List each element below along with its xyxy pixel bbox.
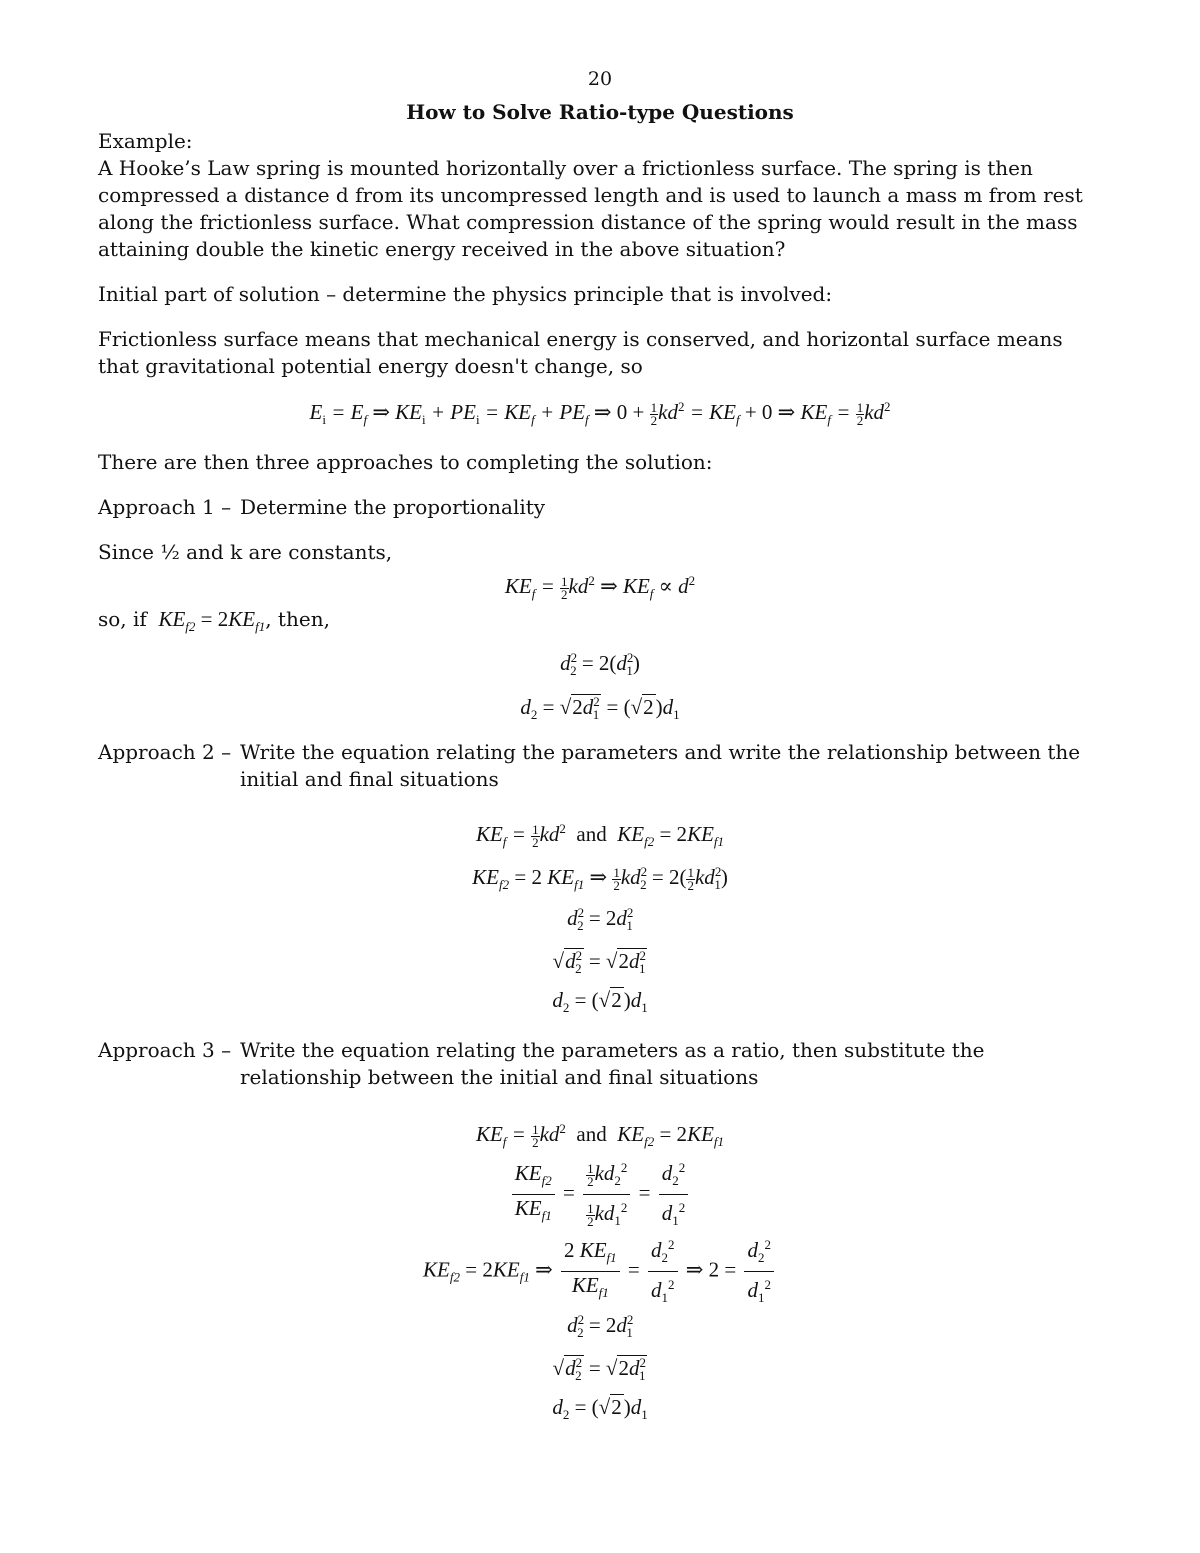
- approach-2-step-2: $KE_{f2} = 2$ $KE_{f1}$ ⇒ $\frac{1}{2}$ $kd^2_2 = 2$( $\frac{1}{2}$ $kd^2_1$): [472, 864, 728, 893]
- approach-1-step-2: $d_2 = √2d^2_1 = (√2)d_1$: [520, 694, 680, 723]
- approach-1-text: Determine the proportionality: [240, 495, 546, 519]
- approach-3-step-3: $KE_{f2} = 2KE_{f1}$ ⇒ $\frac{2 KE_{f1}}{KE_{f1}}$ = $\frac{d_2^2}{d_1^2}$ ⇒ 2 = $\frac{d_2^2}{d_1^2}$: [0, 1232, 1200, 1311]
- approach-2-step-4: $√d^2_2 = √2d^2_1$: [552, 948, 646, 977]
- three-approaches-text: There are then three approaches to completing the solution:: [98, 450, 713, 474]
- initial-part-text: Initial part of solution – determine the physics principle that is involved:: [98, 282, 833, 306]
- so-if-prefix: so, if: [98, 607, 147, 631]
- approach-3-step-4: $d^2_2 = 2d^2_1$: [567, 1312, 634, 1341]
- example-label: Example:: [98, 129, 193, 153]
- energy-conservation-equation: $E_i = E_f$ ⇒ $KE_i + PE_i = KE_f + PE_f$ ⇒ 0 + $\frac{1}{2}$ $kd^2 = KE_f + 0$ ⇒ $KE_f$ = $\frac{1}{2}$ $kd^2$: [309, 399, 891, 428]
- and-word: and: [576, 1122, 607, 1146]
- approach-2-label: Approach 2 –: [98, 740, 232, 764]
- approach-2-step-5: $d_2 = (√2)d_1$: [552, 988, 648, 1016]
- approach-1-step-1: $d^2_2 = 2(d^2_1)$: [560, 650, 640, 679]
- approach-1-since: Since ½ and k are constants,: [98, 540, 393, 564]
- approach-3-step-1: $KE_f$ = $\frac{1}{2}$ $kd^2$ and $KE_{f2} = 2KE_{f1}$: [475, 1121, 725, 1150]
- problem-statement: A Hooke’s Law spring is mounted horizontally over a frictionless surface. The spring is then compressed a distance d from its uncompressed length and is used to launch a mass m from rest along the frictionless surface. What compression distance of the spring would result in the mass attaining double the kinetic energy received in the above situation?: [98, 156, 1083, 261]
- approach-2-text: Write the equation relating the parameters and write the relationship between the initial and final situations: [240, 740, 1081, 791]
- approach-1-proportionality-equation: $KE_f$ = $\frac{1}{2}$ $kd^2$ ⇒ $KE_f \propto d^2$: [504, 573, 696, 602]
- approach-2-step-1: $KE_f$ = $\frac{1}{2}$ $kd^2$ and $KE_{f2} = 2KE_{f1}$: [475, 821, 725, 850]
- approach-2-step-3: $d^2_2 = 2d^2_1$: [567, 905, 634, 934]
- approach-3-text: Write the equation relating the parameters as a ratio, then substitute the relationship between the initial and final situations: [240, 1038, 985, 1089]
- approach-1-so-if: [98, 606, 1108, 640]
- approach-3-step-6: $d_2 = (√2)d_1$: [552, 1395, 648, 1423]
- frictionless-text: Frictionless surface means that mechanical energy is conserved, and horizontal surface means that gravitational potential energy doesn't change, so: [98, 327, 1063, 378]
- page-title: How to Solve Ratio-type Questions: [406, 100, 794, 124]
- approach-1-label: Approach 1 –: [98, 495, 232, 519]
- approach-3-step-5: $√d^2_2 = √2d^2_1$: [552, 1355, 646, 1384]
- so-if-suffix: , then,: [265, 607, 330, 631]
- page-number: 20: [587, 68, 613, 90]
- approach-3-step-2: $\frac{KE_{f2}}{KE_{f1}}$ = $\frac{1}{2}$ $kd_2^2$ $\frac{1}{2}$ $kd_1^2$ = $\frac{d_2^2}{d_1^2}$: [0, 1155, 1200, 1234]
- so-if-condition: $KE_{f2} = 2KE_{f1}$: [153, 607, 266, 635]
- and-word: and: [576, 822, 607, 846]
- approach-3-label: Approach 3 –: [98, 1038, 232, 1062]
